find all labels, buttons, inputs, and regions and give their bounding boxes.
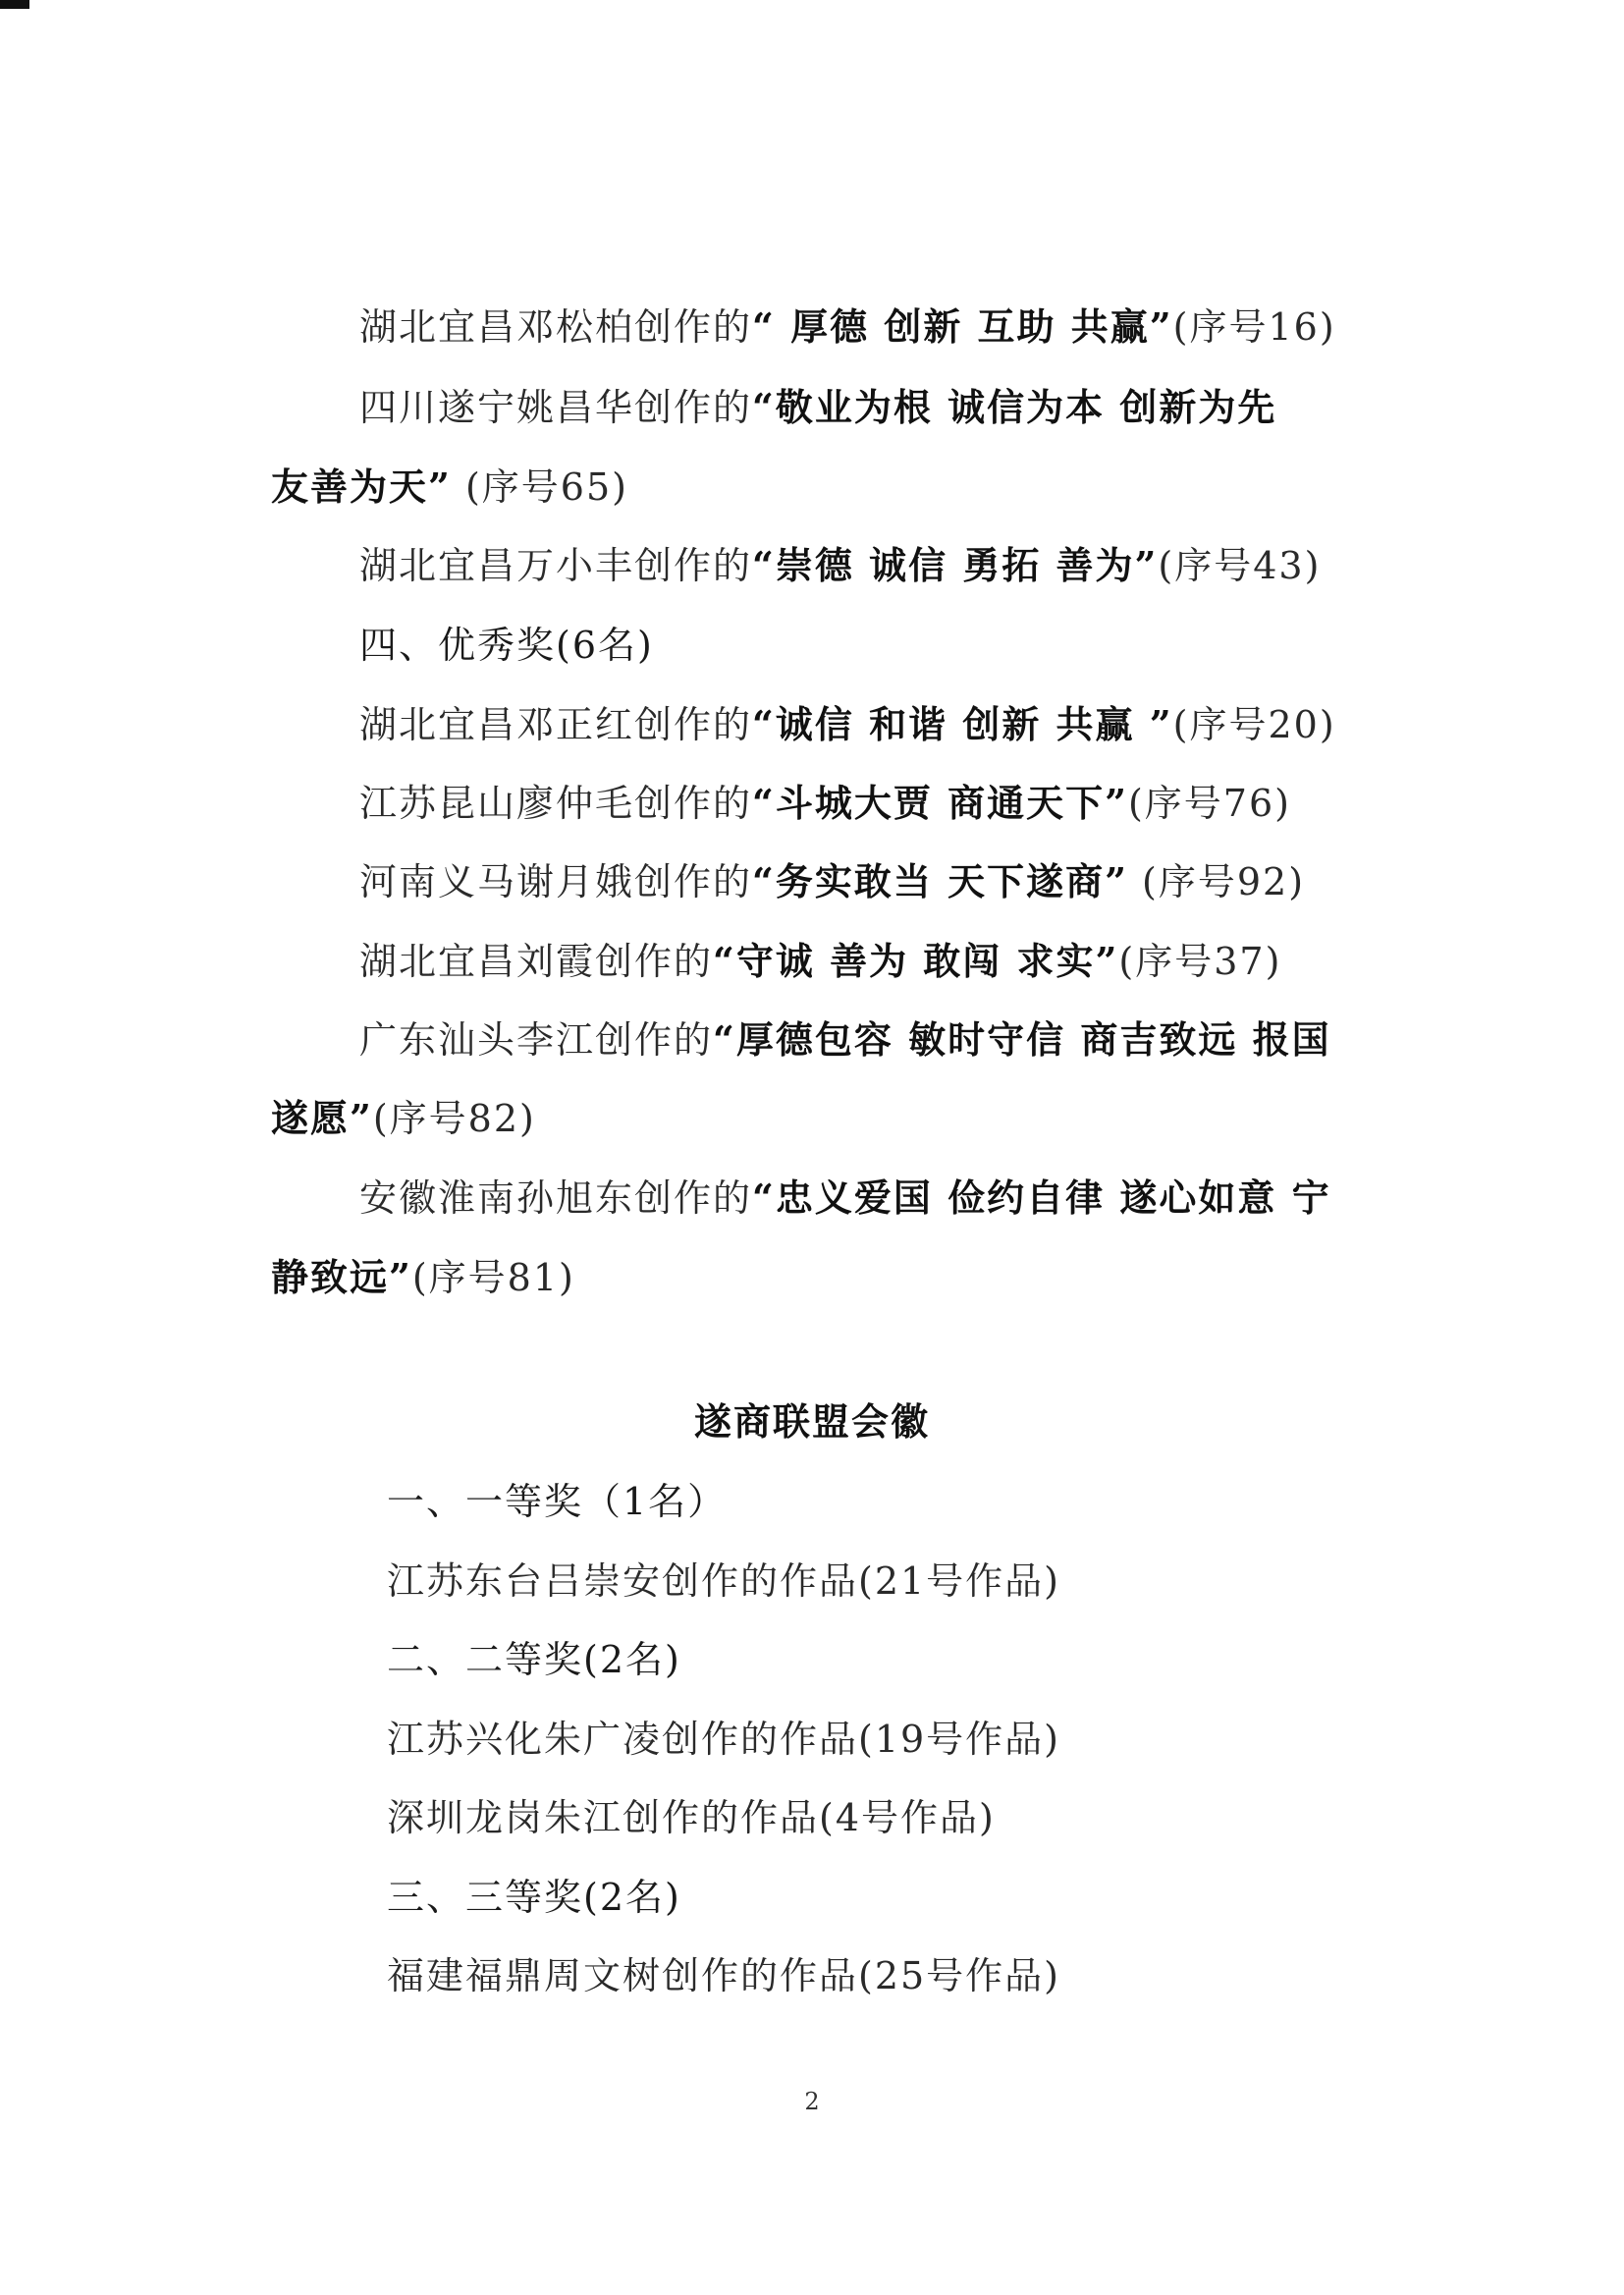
entry-line bbox=[359, 700, 1336, 749]
second-prize-heading: 二、二等奖(2名) bbox=[387, 1638, 681, 1681]
entry-line bbox=[359, 779, 1291, 828]
entry-line bbox=[359, 937, 1281, 986]
emblem-entry: 江苏兴化朱广凌创作的作品(19号作品) bbox=[387, 1718, 1061, 1761]
third-prize-heading: 三、三等奖(2名) bbox=[387, 1876, 681, 1919]
entry-slogan-cont: 静致远” bbox=[271, 1255, 412, 1299]
entry-line bbox=[359, 302, 1336, 352]
entry-continuation bbox=[271, 1094, 536, 1143]
entry-seq: (序号92) bbox=[1127, 860, 1306, 903]
entry-continuation bbox=[271, 1253, 575, 1302]
entry-slogan: “厚德包容 敏时守信 商吉致远 报国 bbox=[713, 1017, 1331, 1062]
entry-seq: (序号16) bbox=[1172, 305, 1336, 349]
emblem-section-title: 遂商联盟会徽 bbox=[693, 1399, 930, 1444]
entry-slogan: “忠义爱国 俭约自律 遂心如意 宁 bbox=[752, 1175, 1331, 1220]
entry-line bbox=[359, 383, 1276, 432]
scan-corner-mark bbox=[0, 0, 29, 9]
entry-seq: (序号81) bbox=[411, 1256, 575, 1299]
page-number: 2 bbox=[804, 2088, 820, 2115]
entry-line bbox=[359, 1015, 1331, 1065]
entry-slogan: “ 厚德 创新 互助 共赢” bbox=[752, 304, 1173, 349]
entry-line bbox=[359, 1174, 1331, 1223]
entry-seq: (序号20) bbox=[1172, 703, 1336, 746]
entry-seq: (序号82) bbox=[372, 1097, 536, 1140]
entry-author: 安徽淮南孙旭东创作的 bbox=[359, 1176, 753, 1220]
entry-slogan-cont: 遂愿” bbox=[271, 1096, 373, 1140]
entry-seq: (序号37) bbox=[1118, 940, 1282, 983]
entry-author: 广东汕头李江创作的 bbox=[359, 1018, 714, 1062]
excellent-award-heading: 四、优秀奖(6名) bbox=[359, 624, 654, 667]
entry-slogan-cont: 友善为天” bbox=[271, 464, 452, 509]
entry-slogan: “敬业为根 诚信为本 创新为先 bbox=[752, 385, 1277, 429]
entry-author: 湖北宜昌万小丰创作的 bbox=[359, 544, 753, 587]
entry-line bbox=[359, 857, 1305, 906]
emblem-entry: 福建福鼎周文树创作的作品(25号作品) bbox=[387, 1954, 1061, 1997]
entry-author: 四川遂宁姚昌华创作的 bbox=[359, 386, 753, 429]
emblem-entry: 深圳龙岗朱江创作的作品(4号作品) bbox=[387, 1796, 996, 1839]
entry-author: 湖北宜昌刘霞创作的 bbox=[359, 940, 714, 983]
entry-seq: (序号76) bbox=[1127, 782, 1291, 825]
first-prize-heading: 一、一等奖（1名） bbox=[387, 1480, 728, 1523]
entry-slogan: “守诚 善为 敢闯 求实” bbox=[713, 939, 1119, 983]
entry-seq: (序号65) bbox=[451, 465, 628, 509]
entry-slogan: “斗城大贾 商通天下” bbox=[752, 781, 1128, 825]
entry-author: 河南义马谢月娥创作的 bbox=[359, 860, 753, 903]
emblem-entry: 江苏东台吕崇安创作的作品(21号作品) bbox=[387, 1559, 1061, 1603]
entry-continuation bbox=[271, 463, 628, 512]
entry-author: 江苏昆山廖仲毛创作的 bbox=[359, 782, 753, 825]
entry-slogan: “务实敢当 天下遂商” bbox=[752, 859, 1128, 903]
entry-line bbox=[359, 541, 1321, 590]
entry-seq: (序号43) bbox=[1158, 544, 1322, 587]
entry-author: 湖北宜昌邓松柏创作的 bbox=[359, 305, 753, 349]
entry-author: 湖北宜昌邓正红创作的 bbox=[359, 703, 753, 746]
entry-slogan: “诚信 和谐 创新 共赢 ” bbox=[752, 702, 1173, 746]
entry-slogan: “崇德 诚信 勇拓 善为” bbox=[752, 543, 1159, 587]
